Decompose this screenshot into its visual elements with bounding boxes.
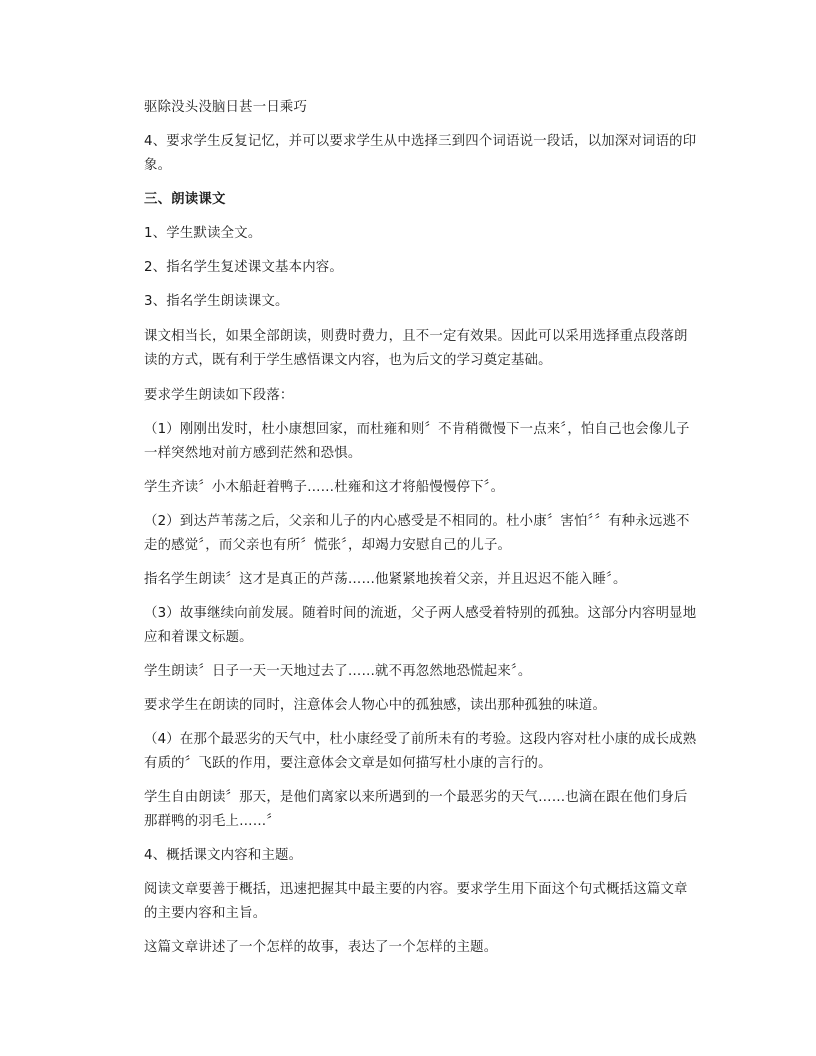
body-paragraph: 要求学生朗读如下段落： bbox=[144, 388, 294, 403]
vocab-line: 驱除没头没脑日甚一日乘巧 bbox=[144, 100, 308, 115]
reading-instruction: 学生朗读〞日子一天一天地过去了……就不再忽然地恐慌起来〞。 bbox=[144, 664, 532, 679]
reading-instruction: 学生自由朗读〞那天，是他们离家以来所遇到的一个最恶劣的天气……也滴在跟在他们身后那群鸭的羽毛上……〞 bbox=[144, 790, 688, 829]
instruction-paragraph: 4、要求学生反复记忆，并可以要求学生从中选择三到四个词语说一段话，以加深对词语的印象。 bbox=[144, 134, 697, 173]
body-paragraph: 课文相当长，如果全部朗读，则费时费力，且不一定有效果。因此可以采用选择重点段落朗读的方式，既有利于学生感悟课文内容，也为后文的学习奠定基础。 bbox=[144, 329, 688, 368]
reading-item: （1）刚刚出发时，杜小康想回家，而杜雍和则〞不肯稍微慢下一点来〞，怕自己也会像儿子一样突然地对前方感到茫然和恐惧。 bbox=[144, 422, 690, 461]
step-paragraph: 1、学生默读全文。 bbox=[144, 226, 262, 241]
body-paragraph: 阅读文章要善于概括，迅速把握其中最主要的内容。要求学生用下面这个句式概括这篇文章的主要内容和主旨。 bbox=[144, 882, 688, 921]
reading-instruction: 学生齐读〞小木船赶着鸭子……杜雍和这才将船慢慢停下〞。 bbox=[144, 480, 505, 495]
reading-instruction: 指名学生朗读〞这才是真正的芦荡……他紧紧地挨着父亲，并且迟迟不能入睡〞。 bbox=[144, 572, 627, 587]
reading-item: （2）到达芦苇荡之后，父亲和儿子的内心感受是不相同的。杜小康〞害怕〞〞有种永远逃不走的感觉〞，而父亲也有所〞慌张〞，却竭力安慰自己的儿子。 bbox=[144, 514, 690, 553]
step-paragraph: 2、指名学生复述课文基本内容。 bbox=[144, 260, 343, 275]
reading-item: （3）故事继续向前发展。随着时间的流逝，父子两人感受着特别的孤独。这部分内容明显地应和着课文标题。 bbox=[144, 606, 697, 645]
reading-item: （4）在那个最恶劣的天气中，杜小康经受了前所未有的考验。这段内容对杜小康的成长成熟有质的〞飞跃的作用，要注意体会文章是如何描写杜小康的言行的。 bbox=[144, 732, 697, 771]
section-heading: 三、朗读课文 bbox=[144, 192, 226, 207]
body-paragraph: 这篇文章讲述了一个怎样的故事，表达了一个怎样的主题。 bbox=[144, 940, 498, 955]
step-paragraph: 3、指名学生朗读课文。 bbox=[144, 294, 289, 309]
reading-instruction: 要求学生在朗读的同时，注意体会人物心中的孤独感，读出那种孤独的味道。 bbox=[144, 698, 607, 713]
step-paragraph: 4、概括课文内容和主题。 bbox=[144, 848, 303, 863]
